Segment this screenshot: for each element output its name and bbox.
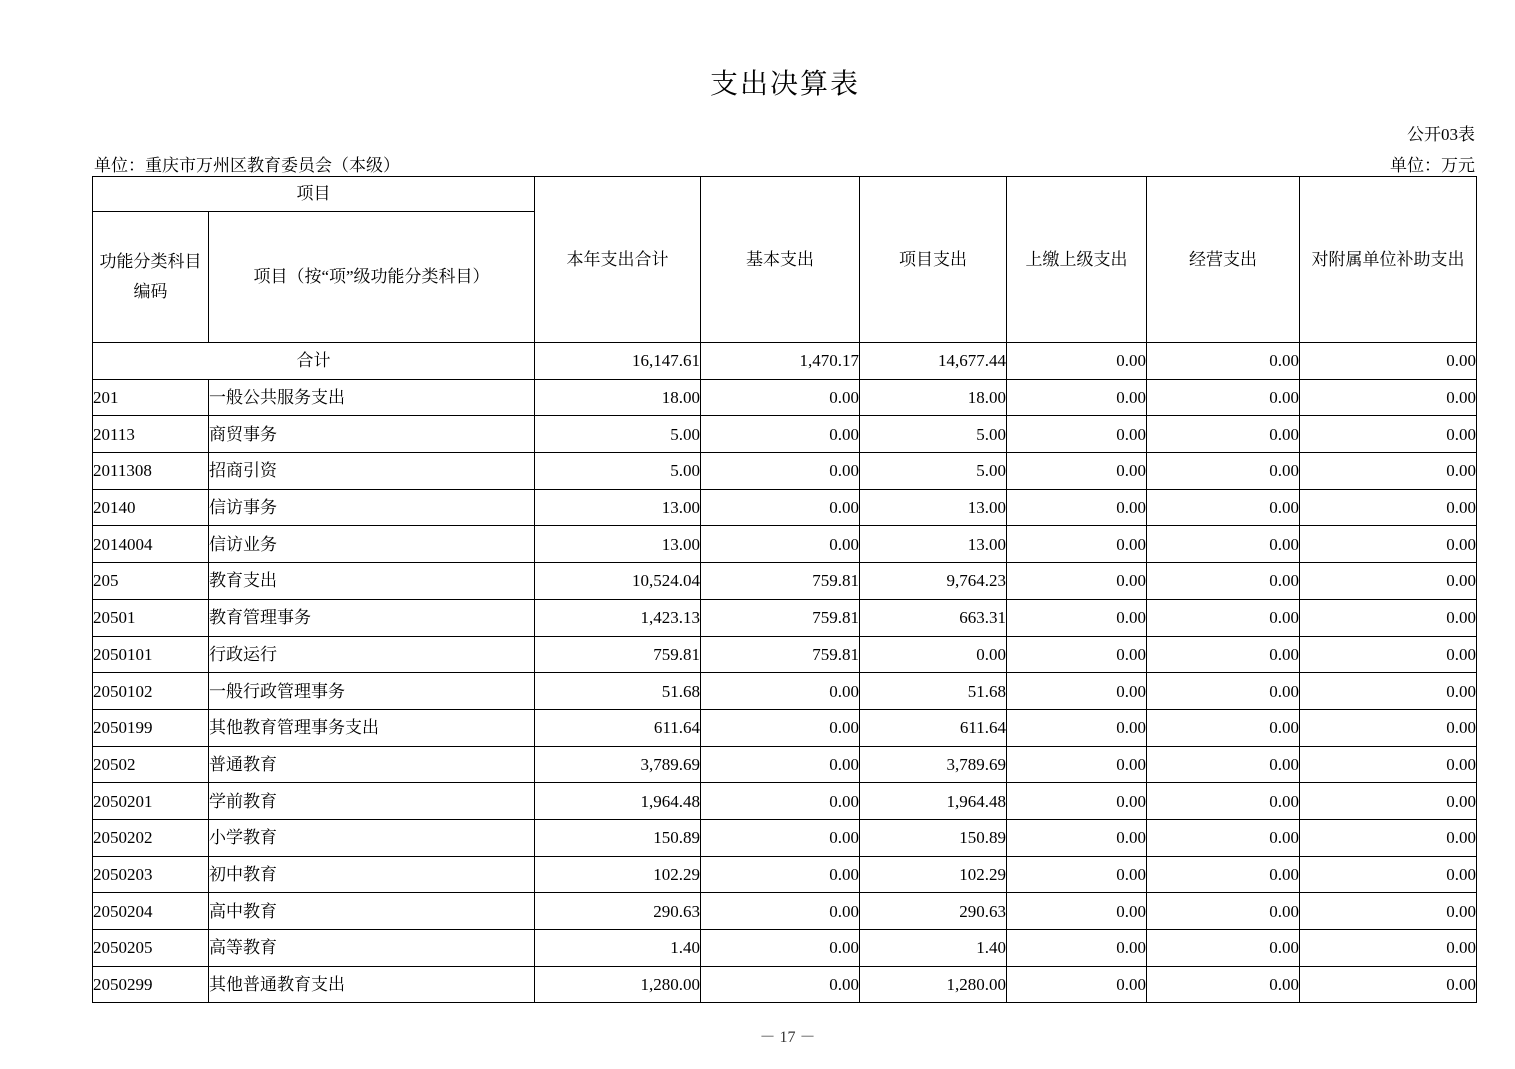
row-value: 0.00 <box>1300 636 1477 673</box>
row-value: 0.00 <box>1300 819 1477 856</box>
row-value: 1.40 <box>860 930 1007 967</box>
row-code: 201 <box>93 379 209 416</box>
table-row <box>93 453 1477 490</box>
table-row <box>93 416 1477 453</box>
row-value: 1,964.48 <box>535 783 701 820</box>
page-number: － 17 － <box>759 1029 816 1046</box>
row-value: 3,789.69 <box>860 746 1007 783</box>
row-value: 1,964.48 <box>860 783 1007 820</box>
row-name: 高等教育 <box>209 930 535 967</box>
row-code: 20113 <box>93 416 209 453</box>
row-value: 0.00 <box>701 930 860 967</box>
row-value: 0.00 <box>701 673 860 710</box>
row-value: 0.00 <box>1147 819 1300 856</box>
row-value: 0.00 <box>1007 673 1147 710</box>
row-value: 0.00 <box>1300 416 1477 453</box>
row-name: 小学教育 <box>209 819 535 856</box>
row-value: 0.00 <box>1007 746 1147 783</box>
table-row <box>93 893 1477 930</box>
row-value: 102.29 <box>860 856 1007 893</box>
total-label: 合计 <box>93 343 535 380</box>
row-value: 0.00 <box>1147 856 1300 893</box>
row-value: 0.00 <box>701 746 860 783</box>
row-value: 0.00 <box>701 819 860 856</box>
row-value: 0.00 <box>701 966 860 1003</box>
form-number: 公开03表 <box>1407 125 1475 144</box>
row-value: 5.00 <box>535 453 701 490</box>
row-value: 759.81 <box>701 636 860 673</box>
row-code: 2050204 <box>93 893 209 930</box>
header-business: 经营支出 <box>1147 177 1300 343</box>
row-value: 0.00 <box>1300 746 1477 783</box>
row-value: 0.00 <box>1147 599 1300 636</box>
row-value: 0.00 <box>1147 746 1300 783</box>
row-value: 0.00 <box>701 379 860 416</box>
row-value: 0.00 <box>1300 966 1477 1003</box>
row-value: 0.00 <box>1007 893 1147 930</box>
row-name: 一般公共服务支出 <box>209 379 535 416</box>
row-value: 0.00 <box>701 709 860 746</box>
row-value: 0.00 <box>1300 893 1477 930</box>
total-value: 16,147.61 <box>535 343 701 380</box>
row-value: 0.00 <box>1300 379 1477 416</box>
row-value: 0.00 <box>1007 453 1147 490</box>
row-value: 0.00 <box>1147 966 1300 1003</box>
row-name: 其他普通教育支出 <box>209 966 535 1003</box>
row-value: 1,423.13 <box>535 599 701 636</box>
row-value: 9,764.23 <box>860 563 1007 600</box>
row-value: 0.00 <box>701 893 860 930</box>
row-value: 0.00 <box>1147 489 1300 526</box>
total-value: 0.00 <box>1300 343 1477 380</box>
row-value: 0.00 <box>1007 819 1147 856</box>
row-name: 学前教育 <box>209 783 535 820</box>
row-value: 0.00 <box>1147 709 1300 746</box>
row-value: 150.89 <box>860 819 1007 856</box>
reporting-unit: 单位：重庆市万州区教育委员会（本级） <box>94 156 400 175</box>
report-title: 支出决算表 <box>709 69 860 100</box>
header-project: 项目支出 <box>860 177 1007 343</box>
row-value: 13.00 <box>535 526 701 563</box>
total-row <box>93 343 1477 380</box>
row-value: 1.40 <box>535 930 701 967</box>
row-value: 0.00 <box>1007 709 1147 746</box>
row-code: 2050202 <box>93 819 209 856</box>
row-value: 0.00 <box>1007 526 1147 563</box>
header-subsidy: 对附属单位补助支出 <box>1300 177 1477 343</box>
row-value: 0.00 <box>701 416 860 453</box>
row-code: 2050205 <box>93 930 209 967</box>
row-value: 3,789.69 <box>535 746 701 783</box>
header-code: 功能分类科目编码 <box>93 212 209 343</box>
total-value: 0.00 <box>1147 343 1300 380</box>
table-row <box>93 746 1477 783</box>
row-name: 商贸事务 <box>209 416 535 453</box>
row-value: 0.00 <box>1007 379 1147 416</box>
row-value: 663.31 <box>860 599 1007 636</box>
row-value: 5.00 <box>535 416 701 453</box>
header-basic: 基本支出 <box>701 177 860 343</box>
row-value: 18.00 <box>535 379 701 416</box>
row-value: 18.00 <box>860 379 1007 416</box>
header-item-group: 项目 <box>93 177 535 212</box>
header-name: 项目（按“项”级功能分类科目） <box>209 212 535 343</box>
table-row <box>93 966 1477 1003</box>
row-value: 290.63 <box>860 893 1007 930</box>
row-value: 0.00 <box>1300 599 1477 636</box>
row-value: 0.00 <box>701 489 860 526</box>
row-value: 759.81 <box>535 636 701 673</box>
row-value: 0.00 <box>1147 930 1300 967</box>
expenditure-table <box>92 176 1477 1003</box>
table-row <box>93 673 1477 710</box>
row-code: 20501 <box>93 599 209 636</box>
row-code: 2050102 <box>93 673 209 710</box>
row-value: 0.00 <box>1300 709 1477 746</box>
table-row <box>93 489 1477 526</box>
table-row <box>93 819 1477 856</box>
row-value: 0.00 <box>1007 930 1147 967</box>
row-value: 150.89 <box>535 819 701 856</box>
row-name: 高中教育 <box>209 893 535 930</box>
row-value: 1,280.00 <box>535 966 701 1003</box>
row-value: 0.00 <box>1300 489 1477 526</box>
row-value: 0.00 <box>1007 856 1147 893</box>
header-total: 本年支出合计 <box>535 177 701 343</box>
row-value: 13.00 <box>860 526 1007 563</box>
row-value: 0.00 <box>1007 416 1147 453</box>
row-code: 205 <box>93 563 209 600</box>
row-value: 0.00 <box>1147 416 1300 453</box>
table-row <box>93 563 1477 600</box>
row-value: 0.00 <box>1147 893 1300 930</box>
header-remit: 上缴上级支出 <box>1007 177 1147 343</box>
row-value: 0.00 <box>1300 453 1477 490</box>
row-name: 教育管理事务 <box>209 599 535 636</box>
row-code: 2050199 <box>93 709 209 746</box>
row-name: 一般行政管理事务 <box>209 673 535 710</box>
row-value: 0.00 <box>701 526 860 563</box>
row-value: 0.00 <box>1007 636 1147 673</box>
row-value: 0.00 <box>1300 673 1477 710</box>
row-value: 10,524.04 <box>535 563 701 600</box>
row-name: 其他教育管理事务支出 <box>209 709 535 746</box>
row-value: 102.29 <box>535 856 701 893</box>
row-value: 5.00 <box>860 416 1007 453</box>
row-code: 2050201 <box>93 783 209 820</box>
row-value: 13.00 <box>535 489 701 526</box>
row-value: 290.63 <box>535 893 701 930</box>
row-value: 0.00 <box>701 856 860 893</box>
row-code: 2011308 <box>93 453 209 490</box>
table-row <box>93 709 1477 746</box>
row-value: 0.00 <box>1147 379 1300 416</box>
total-value: 14,677.44 <box>860 343 1007 380</box>
row-value: 0.00 <box>860 636 1007 673</box>
table-row <box>93 636 1477 673</box>
row-value: 0.00 <box>1007 563 1147 600</box>
row-value: 51.68 <box>535 673 701 710</box>
row-value: 51.68 <box>860 673 1007 710</box>
row-code: 2050101 <box>93 636 209 673</box>
row-name: 信访事务 <box>209 489 535 526</box>
table-row <box>93 599 1477 636</box>
table-row <box>93 856 1477 893</box>
row-value: 0.00 <box>1300 526 1477 563</box>
total-value: 0.00 <box>1007 343 1147 380</box>
row-value: 0.00 <box>1007 599 1147 636</box>
row-value: 759.81 <box>701 563 860 600</box>
table-body <box>93 343 1477 1003</box>
row-code: 2014004 <box>93 526 209 563</box>
row-value: 0.00 <box>1147 526 1300 563</box>
row-value: 0.00 <box>1147 636 1300 673</box>
row-value: 13.00 <box>860 489 1007 526</box>
row-code: 2050299 <box>93 966 209 1003</box>
row-name: 初中教育 <box>209 856 535 893</box>
row-value: 0.00 <box>1007 966 1147 1003</box>
row-name: 信访业务 <box>209 526 535 563</box>
row-value: 0.00 <box>1147 563 1300 600</box>
row-value: 0.00 <box>1300 563 1477 600</box>
row-code: 20502 <box>93 746 209 783</box>
row-value: 0.00 <box>1007 489 1147 526</box>
row-value: 0.00 <box>1147 783 1300 820</box>
row-value: 0.00 <box>1007 783 1147 820</box>
table-row <box>93 379 1477 416</box>
table-row <box>93 526 1477 563</box>
row-name: 行政运行 <box>209 636 535 673</box>
row-value: 0.00 <box>701 453 860 490</box>
row-value: 0.00 <box>1147 453 1300 490</box>
row-value: 0.00 <box>1300 856 1477 893</box>
total-value: 1,470.17 <box>701 343 860 380</box>
currency-unit: 单位：万元 <box>1390 156 1475 175</box>
row-name: 普通教育 <box>209 746 535 783</box>
row-code: 2050203 <box>93 856 209 893</box>
row-value: 759.81 <box>701 599 860 636</box>
table-row <box>93 783 1477 820</box>
row-code: 20140 <box>93 489 209 526</box>
row-value: 0.00 <box>1300 783 1477 820</box>
row-value: 0.00 <box>1147 673 1300 710</box>
row-value: 1,280.00 <box>860 966 1007 1003</box>
row-name: 招商引资 <box>209 453 535 490</box>
row-value: 611.64 <box>860 709 1007 746</box>
row-value: 0.00 <box>701 783 860 820</box>
row-value: 5.00 <box>860 453 1007 490</box>
table-row <box>93 930 1477 967</box>
row-value: 0.00 <box>1300 930 1477 967</box>
row-value: 611.64 <box>535 709 701 746</box>
row-name: 教育支出 <box>209 563 535 600</box>
